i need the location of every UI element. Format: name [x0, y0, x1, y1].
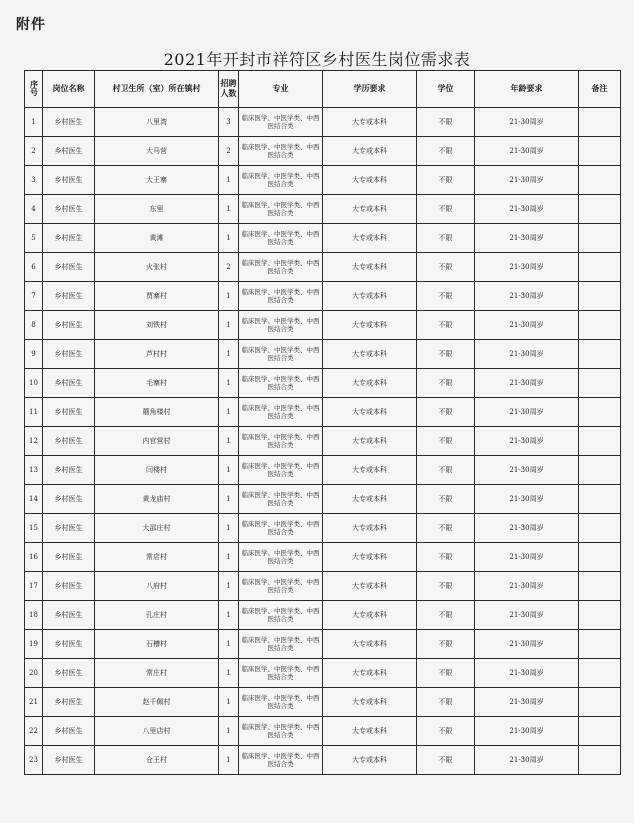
cell-remark: [579, 253, 621, 282]
cell-remark: [579, 340, 621, 369]
header-count: 招聘人数: [219, 71, 239, 108]
cell-major: 临床医学、中医学类、中西医结合类: [239, 572, 323, 601]
cell-age: 21-30周岁: [475, 108, 579, 137]
table-body: [25, 108, 621, 775]
cell-education: 大专或本科: [323, 717, 417, 746]
cell-count: 1: [219, 688, 239, 717]
cell-age: 21-30周岁: [475, 717, 579, 746]
cell-remark: [579, 282, 621, 311]
cell-post: 乡村医生: [43, 572, 95, 601]
cell-age: 21-30周岁: [475, 572, 579, 601]
header-age: 年龄要求: [475, 71, 579, 108]
cell-village: 仓王村: [95, 746, 219, 775]
cell-degree: 不限: [417, 224, 475, 253]
cell-degree: 不限: [417, 166, 475, 195]
cell-post: 乡村医生: [43, 340, 95, 369]
table-row: [25, 688, 621, 717]
cell-remark: [579, 224, 621, 253]
cell-education: 大专或本科: [323, 659, 417, 688]
table-row: [25, 195, 621, 224]
cell-age: 21-30周岁: [475, 427, 579, 456]
table-row: [25, 456, 621, 485]
cell-village: 赵千佩村: [95, 688, 219, 717]
cell-village: 贾寨村: [95, 282, 219, 311]
cell-count: 1: [219, 572, 239, 601]
cell-degree: 不限: [417, 311, 475, 340]
cell-degree: 不限: [417, 543, 475, 572]
cell-seq: 13: [25, 456, 43, 485]
cell-remark: [579, 688, 621, 717]
cell-age: 21-30周岁: [475, 311, 579, 340]
cell-post: 乡村医生: [43, 108, 95, 137]
cell-seq: 2: [25, 137, 43, 166]
table-row: [25, 398, 621, 427]
cell-degree: 不限: [417, 630, 475, 659]
cell-remark: [579, 717, 621, 746]
cell-degree: 不限: [417, 688, 475, 717]
cell-education: 大专或本科: [323, 543, 417, 572]
cell-age: 21-30周岁: [475, 688, 579, 717]
cell-major: 临床医学、中医学类、中西医结合类: [239, 398, 323, 427]
table-row: [25, 311, 621, 340]
cell-education: 大专或本科: [323, 398, 417, 427]
table-row: [25, 253, 621, 282]
cell-education: 大专或本科: [323, 456, 417, 485]
cell-major: 临床医学、中医学类、中西医结合类: [239, 746, 323, 775]
cell-count: 1: [219, 543, 239, 572]
table-row: [25, 166, 621, 195]
cell-remark: [579, 659, 621, 688]
cell-seq: 6: [25, 253, 43, 282]
cell-major: 临床医学、中医学类、中西医结合类: [239, 166, 323, 195]
cell-count: 1: [219, 485, 239, 514]
cell-major: 临床医学、中医学类、中西医结合类: [239, 688, 323, 717]
cell-count: 2: [219, 137, 239, 166]
table-row: [25, 108, 621, 137]
cell-post: 乡村医生: [43, 630, 95, 659]
cell-post: 乡村医生: [43, 282, 95, 311]
cell-age: 21-30周岁: [475, 398, 579, 427]
cell-major: 临床医学、中医学类、中西医结合类: [239, 659, 323, 688]
cell-post: 乡村医生: [43, 485, 95, 514]
cell-major: 临床医学、中医学类、中西医结合类: [239, 630, 323, 659]
cell-village: 黄滩: [95, 224, 219, 253]
cell-post: 乡村医生: [43, 398, 95, 427]
cell-count: 2: [219, 253, 239, 282]
cell-seq: 14: [25, 485, 43, 514]
cell-seq: 10: [25, 369, 43, 398]
cell-age: 21-30周岁: [475, 340, 579, 369]
cell-post: 乡村医生: [43, 137, 95, 166]
cell-education: 大专或本科: [323, 340, 417, 369]
cell-age: 21-30周岁: [475, 369, 579, 398]
cell-village: 闫楼村: [95, 456, 219, 485]
cell-degree: 不限: [417, 514, 475, 543]
cell-age: 21-30周岁: [475, 253, 579, 282]
cell-village: 八府村: [95, 572, 219, 601]
cell-post: 乡村医生: [43, 514, 95, 543]
cell-education: 大专或本科: [323, 427, 417, 456]
cell-post: 乡村医生: [43, 456, 95, 485]
cell-education: 大专或本科: [323, 311, 417, 340]
cell-major: 临床医学、中医学类、中西医结合类: [239, 601, 323, 630]
cell-degree: 不限: [417, 659, 475, 688]
cell-major: 临床医学、中医学类、中西医结合类: [239, 108, 323, 137]
cell-remark: [579, 543, 621, 572]
cell-education: 大专或本科: [323, 282, 417, 311]
cell-remark: [579, 108, 621, 137]
table-row: [25, 572, 621, 601]
cell-seq: 15: [25, 514, 43, 543]
cell-seq: 22: [25, 717, 43, 746]
cell-education: 大专或本科: [323, 514, 417, 543]
header-remark: 备注: [579, 71, 621, 108]
cell-education: 大专或本科: [323, 485, 417, 514]
table-title: 2021年开封市祥符区乡村医生岗位需求表: [163, 50, 471, 69]
cell-village: 黄龙庙村: [95, 485, 219, 514]
cell-remark: [579, 137, 621, 166]
cell-education: 大专或本科: [323, 601, 417, 630]
cell-degree: 不限: [417, 108, 475, 137]
cell-village: 芦村村: [95, 340, 219, 369]
cell-count: 1: [219, 398, 239, 427]
cell-post: 乡村医生: [43, 224, 95, 253]
cell-remark: [579, 485, 621, 514]
cell-seq: 1: [25, 108, 43, 137]
cell-count: 1: [219, 369, 239, 398]
cell-count: 1: [219, 456, 239, 485]
cell-count: 1: [219, 427, 239, 456]
cell-village: 刘铁村: [95, 311, 219, 340]
cell-remark: [579, 311, 621, 340]
cell-post: 乡村医生: [43, 253, 95, 282]
cell-degree: 不限: [417, 253, 475, 282]
cell-age: 21-30周岁: [475, 630, 579, 659]
cell-village: 大王寨: [95, 166, 219, 195]
cell-seq: 19: [25, 630, 43, 659]
cell-village: 毛寨村: [95, 369, 219, 398]
cell-post: 乡村医生: [43, 746, 95, 775]
cell-post: 乡村医生: [43, 659, 95, 688]
table-row: [25, 427, 621, 456]
requirements-table: [24, 70, 621, 775]
cell-village: 东里: [95, 195, 219, 224]
cell-age: 21-30周岁: [475, 514, 579, 543]
cell-seq: 4: [25, 195, 43, 224]
cell-degree: 不限: [417, 137, 475, 166]
cell-major: 临床医学、中医学类、中西医结合类: [239, 369, 323, 398]
header-education: 学历要求: [323, 71, 417, 108]
table-row: [25, 630, 621, 659]
cell-remark: [579, 195, 621, 224]
cell-count: 1: [219, 311, 239, 340]
cell-count: 1: [219, 340, 239, 369]
cell-seq: 12: [25, 427, 43, 456]
cell-post: 乡村医生: [43, 369, 95, 398]
cell-education: 大专或本科: [323, 137, 417, 166]
cell-degree: 不限: [417, 369, 475, 398]
cell-education: 大专或本科: [323, 572, 417, 601]
cell-major: 临床医学、中医学类、中西医结合类: [239, 514, 323, 543]
cell-count: 1: [219, 224, 239, 253]
cell-degree: 不限: [417, 456, 475, 485]
cell-count: 1: [219, 282, 239, 311]
cell-remark: [579, 514, 621, 543]
cell-age: 21-30周岁: [475, 485, 579, 514]
table-row: [25, 746, 621, 775]
cell-major: 临床医学、中医学类、中西医结合类: [239, 717, 323, 746]
cell-remark: [579, 427, 621, 456]
table-row: [25, 717, 621, 746]
cell-major: 临床医学、中医学类、中西医结合类: [239, 543, 323, 572]
cell-seq: 3: [25, 166, 43, 195]
cell-education: 大专或本科: [323, 108, 417, 137]
cell-major: 临床医学、中医学类、中西医结合类: [239, 195, 323, 224]
cell-education: 大专或本科: [323, 195, 417, 224]
table-row: [25, 485, 621, 514]
cell-count: 1: [219, 717, 239, 746]
table-row: [25, 137, 621, 166]
cell-age: 21-30周岁: [475, 166, 579, 195]
cell-education: 大专或本科: [323, 369, 417, 398]
cell-post: 乡村医生: [43, 427, 95, 456]
cell-remark: [579, 456, 621, 485]
cell-seq: 7: [25, 282, 43, 311]
cell-age: 21-30周岁: [475, 137, 579, 166]
cell-seq: 20: [25, 659, 43, 688]
header-major: 专业: [239, 71, 323, 108]
cell-seq: 18: [25, 601, 43, 630]
cell-seq: 11: [25, 398, 43, 427]
cell-post: 乡村医生: [43, 717, 95, 746]
cell-major: 临床医学、中医学类、中西医结合类: [239, 224, 323, 253]
cell-post: 乡村医生: [43, 311, 95, 340]
cell-seq: 5: [25, 224, 43, 253]
cell-degree: 不限: [417, 195, 475, 224]
cell-age: 21-30周岁: [475, 543, 579, 572]
cell-degree: 不限: [417, 746, 475, 775]
cell-seq: 8: [25, 311, 43, 340]
cell-post: 乡村医生: [43, 195, 95, 224]
table-row: [25, 601, 621, 630]
table-row: [25, 659, 621, 688]
cell-major: 临床医学、中医学类、中西医结合类: [239, 456, 323, 485]
cell-village: 常庄村: [95, 659, 219, 688]
cell-seq: 17: [25, 572, 43, 601]
cell-count: 1: [219, 514, 239, 543]
cell-major: 临床医学、中医学类、中西医结合类: [239, 311, 323, 340]
cell-degree: 不限: [417, 601, 475, 630]
cell-village: 大马营: [95, 137, 219, 166]
cell-seq: 21: [25, 688, 43, 717]
table-row: [25, 369, 621, 398]
cell-village: 大邵庄村: [95, 514, 219, 543]
cell-village: 常店村: [95, 543, 219, 572]
cell-village: 石槽村: [95, 630, 219, 659]
header-post: 岗位名称: [43, 71, 95, 108]
cell-post: 乡村医生: [43, 601, 95, 630]
cell-education: 大专或本科: [323, 746, 417, 775]
cell-remark: [579, 398, 621, 427]
cell-village: 八里湾: [95, 108, 219, 137]
cell-major: 临床医学、中医学类、中西医结合类: [239, 137, 323, 166]
cell-degree: 不限: [417, 717, 475, 746]
cell-education: 大专或本科: [323, 630, 417, 659]
cell-post: 乡村医生: [43, 688, 95, 717]
table-row: [25, 224, 621, 253]
table-row: [25, 340, 621, 369]
header-village: 村卫生所（室）所在镇村: [95, 71, 219, 108]
cell-count: 3: [219, 108, 239, 137]
header-row: [25, 71, 621, 108]
cell-degree: 不限: [417, 427, 475, 456]
header-seq: 序号: [25, 71, 43, 108]
cell-degree: 不限: [417, 340, 475, 369]
cell-degree: 不限: [417, 282, 475, 311]
header-degree: 学位: [417, 71, 475, 108]
cell-remark: [579, 572, 621, 601]
cell-age: 21-30周岁: [475, 659, 579, 688]
cell-education: 大专或本科: [323, 166, 417, 195]
cell-remark: [579, 746, 621, 775]
cell-age: 21-30周岁: [475, 601, 579, 630]
cell-education: 大专或本科: [323, 253, 417, 282]
table-row: [25, 282, 621, 311]
cell-degree: 不限: [417, 485, 475, 514]
cell-village: 火张村: [95, 253, 219, 282]
cell-remark: [579, 166, 621, 195]
cell-remark: [579, 369, 621, 398]
table-row: [25, 514, 621, 543]
cell-age: 21-30周岁: [475, 746, 579, 775]
cell-remark: [579, 630, 621, 659]
cell-village: 蘑角楼村: [95, 398, 219, 427]
cell-count: 1: [219, 630, 239, 659]
cell-post: 乡村医生: [43, 543, 95, 572]
cell-count: 1: [219, 195, 239, 224]
cell-seq: 16: [25, 543, 43, 572]
cell-major: 临床医学、中医学类、中西医结合类: [239, 485, 323, 514]
cell-count: 1: [219, 659, 239, 688]
cell-remark: [579, 601, 621, 630]
cell-age: 21-30周岁: [475, 195, 579, 224]
cell-seq: 23: [25, 746, 43, 775]
cell-village: 内官营村: [95, 427, 219, 456]
cell-village: 八里店村: [95, 717, 219, 746]
cell-count: 1: [219, 601, 239, 630]
cell-age: 21-30周岁: [475, 224, 579, 253]
cell-major: 临床医学、中医学类、中西医结合类: [239, 340, 323, 369]
cell-post: 乡村医生: [43, 166, 95, 195]
cell-major: 临床医学、中医学类、中西医结合类: [239, 282, 323, 311]
annex-label: 附件: [16, 17, 46, 33]
table-row: [25, 543, 621, 572]
cell-education: 大专或本科: [323, 224, 417, 253]
cell-age: 21-30周岁: [475, 456, 579, 485]
cell-count: 1: [219, 746, 239, 775]
cell-degree: 不限: [417, 572, 475, 601]
cell-village: 孔庄村: [95, 601, 219, 630]
cell-major: 临床医学、中医学类、中西医结合类: [239, 427, 323, 456]
cell-seq: 9: [25, 340, 43, 369]
cell-major: 临床医学、中医学类、中西医结合类: [239, 253, 323, 282]
cell-degree: 不限: [417, 398, 475, 427]
cell-count: 1: [219, 166, 239, 195]
cell-age: 21-30周岁: [475, 282, 579, 311]
cell-education: 大专或本科: [323, 688, 417, 717]
